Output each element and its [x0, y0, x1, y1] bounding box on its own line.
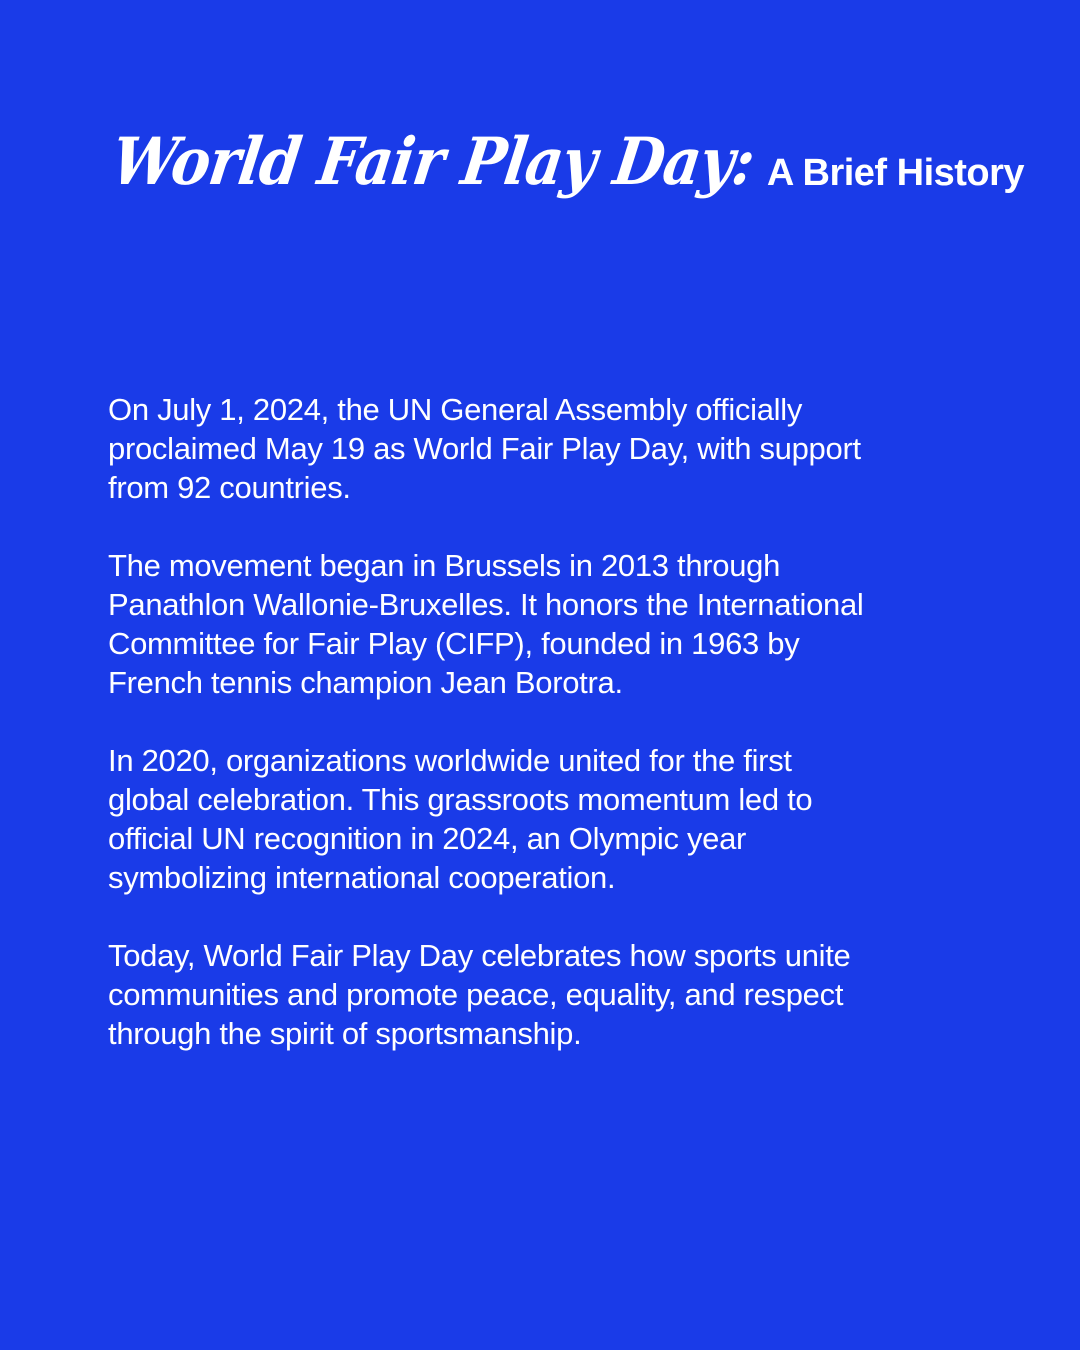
- paragraph-origins: The movement began in Brussels in 2013 through Panathlon Wallonie-Bruxelles. It honors the International Committee for Fair Play (CIFP), founded in 1963 by French tennis champion Jean Borotra.: [108, 548, 864, 700]
- page-title: [107, 123, 1025, 200]
- paragraph-proclamation: On July 1, 2024, the UN General Assembly officially proclaimed May 19 as World Fair Play Day, with support from 92 countries.: [108, 392, 861, 505]
- article-body: [108, 390, 868, 1053]
- title-script: World Fair Play Day:: [107, 123, 759, 200]
- paragraph-today: Today, World Fair Play Day celebrates how sports unite communities and promote peace, equality, and respect through the spirit of sportsmanship.: [108, 938, 851, 1051]
- title-subtitle: A Brief History: [766, 152, 1025, 194]
- paragraph-global-celebration: In 2020, organizations worldwide united for the first global celebration. This grassroots momentum led to official UN recognition in 2024, an Olympic year symbolizing international cooperation.: [108, 743, 813, 895]
